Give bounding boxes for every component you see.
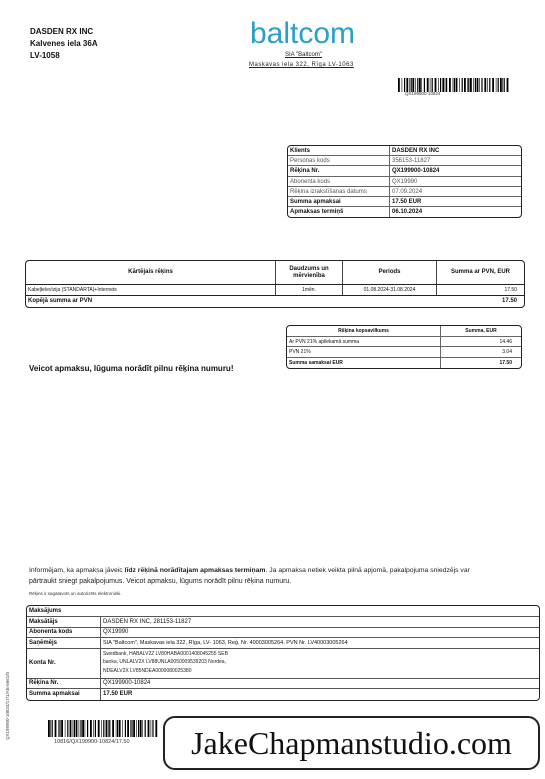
- logo-address: Maskavas iela 322, Rīga LV-1063: [249, 62, 354, 68]
- payment-value: QX199900-10824: [103, 680, 151, 687]
- payment-key: Saņēmējs: [27, 638, 101, 648]
- payment-value: 17.50 EUR: [103, 691, 133, 698]
- barcode-top: [398, 78, 510, 92]
- service-period: 01.08.2024-31.08.2024: [343, 285, 437, 295]
- table-row: [288, 197, 521, 207]
- electronic-note: Rēķins ir sagatavots un autorizēts elektroniski.: [29, 591, 122, 596]
- barcode-bottom: [48, 720, 160, 737]
- logo-wordmark: baltcom: [250, 17, 356, 50]
- services-total-row: [26, 296, 524, 307]
- info-key: Klients: [288, 146, 390, 155]
- service-qty: 1mēn.: [276, 285, 343, 295]
- info-value: 06.10.2024: [392, 209, 423, 216]
- summary-header: [287, 326, 521, 337]
- table-row: [27, 679, 539, 690]
- table-row: [287, 358, 521, 369]
- services-table: [25, 260, 525, 308]
- account-line: Swedbank, HABALV22 LV80HABA0001408045255 SEB: [103, 650, 228, 657]
- baltcom-logo: [250, 14, 400, 54]
- info-text-1: Informējam, ka apmaksa jāveic: [29, 567, 125, 574]
- info-key: Rēķina Nr.: [288, 166, 390, 175]
- payment-key: Abonenta kods: [27, 628, 101, 638]
- invoice-summary-table: [286, 325, 522, 369]
- sender-name: DASDEN RX INC: [30, 27, 94, 36]
- info-value: QX199900-10824: [392, 168, 440, 175]
- side-code: QX199900-10824/17/1/AB-6661/0: [5, 671, 10, 740]
- summary-label: PVN 21%: [287, 347, 441, 357]
- info-key: Personas kods: [288, 156, 390, 165]
- header-sum: Summa ar PVN, EUR: [450, 269, 511, 275]
- table-row: [27, 628, 539, 639]
- total-label: Kopējā summa ar PVN: [28, 298, 93, 304]
- payment-title-row: [27, 606, 539, 617]
- info-key: Rēķina izrakstīšanas datums: [288, 187, 390, 196]
- header-current-invoice: Kārtējais rēķins: [26, 261, 276, 284]
- invoice-info-table: [287, 145, 522, 218]
- service-sum: 17.50: [504, 287, 517, 293]
- table-row: [27, 617, 539, 628]
- info-key: Summa apmaksai: [288, 197, 390, 206]
- barcode-top-text: QX199900-10824: [405, 91, 441, 96]
- payment-value: SIA "Baltcom", Maskavas iela 322, Rīga, LV- 1063, Reģ. Nr. 40003005264, PVN Nr. LV40003005264: [103, 639, 348, 646]
- summary-header-label: Rēķina kopsavilkums: [287, 326, 441, 336]
- summary-value: 14.46: [499, 338, 512, 345]
- table-row: [288, 156, 521, 166]
- payment-title: Maksājums: [29, 608, 62, 614]
- table-row: [287, 337, 521, 348]
- sender-street: Kalvenes iela 36A: [30, 39, 98, 48]
- table-row: [27, 649, 539, 679]
- account-line: NDEALV2X LV85NDEA0000080025380: [103, 667, 192, 674]
- total-value: 17.50: [501, 298, 517, 304]
- table-row: [26, 285, 524, 296]
- summary-header-value: Summa, EUR: [465, 328, 497, 334]
- sender-block: [30, 26, 98, 62]
- table-row: [288, 207, 521, 217]
- info-paragraph: [29, 566, 541, 576]
- info-value: 07.09.2024: [392, 188, 423, 195]
- services-header: [26, 261, 524, 285]
- payment-key: Summa apmaksai: [27, 689, 101, 700]
- info-value: DASDEN RX INC: [392, 148, 440, 154]
- service-name: Kabeļtelevīzija (STANDARTA)+Internets: [26, 285, 276, 295]
- account-line: banka, UNLALV2X LV88UNLA0050009539203 Nordea,: [103, 659, 226, 665]
- payment-notice: Veicot apmaksu, lūguma norādīt pilnu rēķina numuru!: [29, 364, 234, 373]
- table-row: [27, 689, 539, 700]
- header-period: Periods: [343, 261, 437, 284]
- payment-key: Maksātājs: [27, 617, 101, 627]
- logo-company: SIA "Baltcom": [285, 52, 322, 58]
- payment-table: [26, 605, 540, 701]
- payment-value: DASDEN RX INC, 281153-11827: [103, 618, 192, 625]
- info-key: Apmaksas termiņš: [288, 207, 390, 217]
- baltcom-logo-icon: [250, 14, 400, 54]
- info-key: Abonenta kods: [288, 177, 390, 186]
- summary-label: Summa samaksai EUR: [287, 358, 441, 369]
- summary-value: 17.50: [499, 359, 512, 366]
- info-text-bold: līdz rēķinā norādītajam apmaksas termiņam: [124, 567, 266, 574]
- table-row: [288, 187, 521, 197]
- account-numbers: [101, 649, 539, 678]
- table-row: [288, 177, 521, 187]
- info-value: 17.50 EUR: [392, 198, 422, 205]
- table-row: [27, 638, 539, 649]
- payment-key: Konta Nr.: [27, 649, 101, 678]
- barcode-bottom-text: 10816/QX199900-10824/17.50: [54, 739, 130, 745]
- table-row: [287, 347, 521, 358]
- info-text-3: . Ja apmaksa netiek veikta pilnā apjomā, pakalpojuma sniedzējs var: [265, 567, 470, 574]
- info-value: QX19990: [392, 178, 418, 185]
- table-row: [288, 166, 521, 176]
- info-value: 356153-11827: [392, 158, 431, 165]
- info-paragraph-line2: pārtraukt sniegt pakalpojumus. Veicot apmaksu, lūgums norādīt pilnu rēķina numuru.: [29, 578, 292, 585]
- payment-value: QX19990: [103, 629, 129, 636]
- header-quantity: Daudzums un mērvienība: [276, 261, 343, 284]
- summary-value: 3.04: [502, 349, 512, 355]
- watermark: JakeChapmanstudio.com: [163, 716, 540, 770]
- sender-postcode: LV-1058: [30, 51, 60, 60]
- summary-label: Ar PVN 21% apliekamā summa: [287, 337, 441, 347]
- payment-key: Rēķina Nr.: [27, 679, 101, 689]
- table-row: [288, 146, 521, 156]
